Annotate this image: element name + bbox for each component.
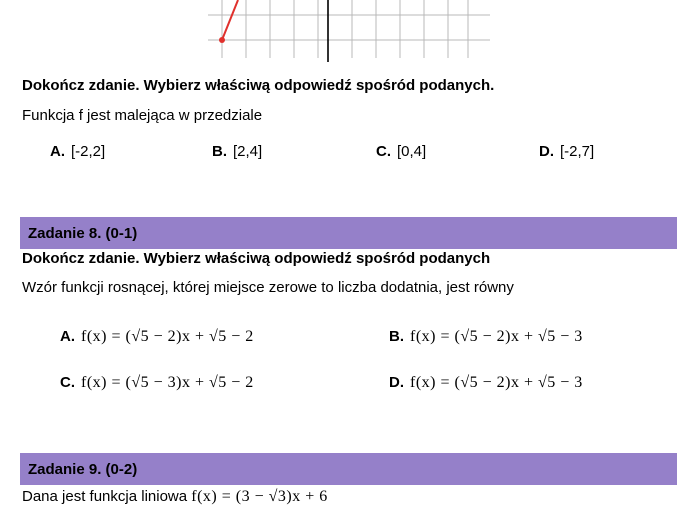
option-letter: D.: [539, 143, 554, 160]
option-letter: C.: [376, 143, 391, 160]
task9-formula: f(x) = (3 − √3)x + 6: [191, 488, 328, 505]
task8-option-c[interactable]: [60, 374, 254, 392]
task7-option-a[interactable]: [50, 143, 105, 160]
option-formula: f(x) = (√5 − 3)x + √5 − 2: [81, 374, 254, 391]
option-letter: C.: [60, 374, 75, 391]
task7-instruction: Dokończ zdanie. Wybierz właściwą odpowiedź spośród podanych.: [22, 77, 495, 94]
task8-instruction: Dokończ zdanie. Wybierz właściwą odpowiedź spośród podanych: [22, 250, 491, 267]
option-formula: f(x) = (√5 − 2)x + √5 − 3: [410, 328, 583, 345]
graph-endpoint: [219, 37, 225, 43]
task9-header-bar: [20, 453, 677, 485]
option-text: [0,4]: [397, 143, 427, 160]
option-letter: D.: [389, 374, 404, 391]
option-formula: f(x) = (√5 − 2)x + √5 − 3: [410, 374, 583, 391]
task8-header: Zadanie 8. (0-1): [28, 225, 138, 242]
option-letter: A.: [60, 328, 75, 345]
task8-header-bar: [20, 217, 677, 249]
task7-option-c[interactable]: [376, 143, 426, 160]
task8-option-d[interactable]: [389, 374, 583, 392]
task9-statement-line: [22, 488, 328, 506]
task7-statement: Funkcja f jest malejąca w przedziale: [22, 107, 263, 124]
task9-header: Zadanie 9. (0-2): [28, 461, 138, 478]
option-text: [-2,2]: [71, 143, 106, 160]
option-letter: B.: [212, 143, 227, 160]
graph-line-segment: [222, 0, 238, 40]
task7-option-d[interactable]: [539, 143, 594, 160]
graph-grid: [208, 0, 490, 58]
task8-option-a[interactable]: [60, 328, 254, 346]
task7-option-b[interactable]: [212, 143, 262, 160]
function-graph: [198, 0, 498, 62]
task8-option-b[interactable]: [389, 328, 583, 346]
task9-statement: Dana jest funkcja liniowa: [22, 488, 188, 505]
option-letter: A.: [50, 143, 65, 160]
option-text: [-2,7]: [560, 143, 595, 160]
task8-statement: Wzór funkcji rosnącej, której miejsce zerowe to liczba dodatnia, jest równy: [22, 279, 514, 296]
option-formula: f(x) = (√5 − 2)x + √5 − 2: [81, 328, 254, 345]
option-letter: B.: [389, 328, 404, 345]
option-text: [2,4]: [233, 143, 263, 160]
